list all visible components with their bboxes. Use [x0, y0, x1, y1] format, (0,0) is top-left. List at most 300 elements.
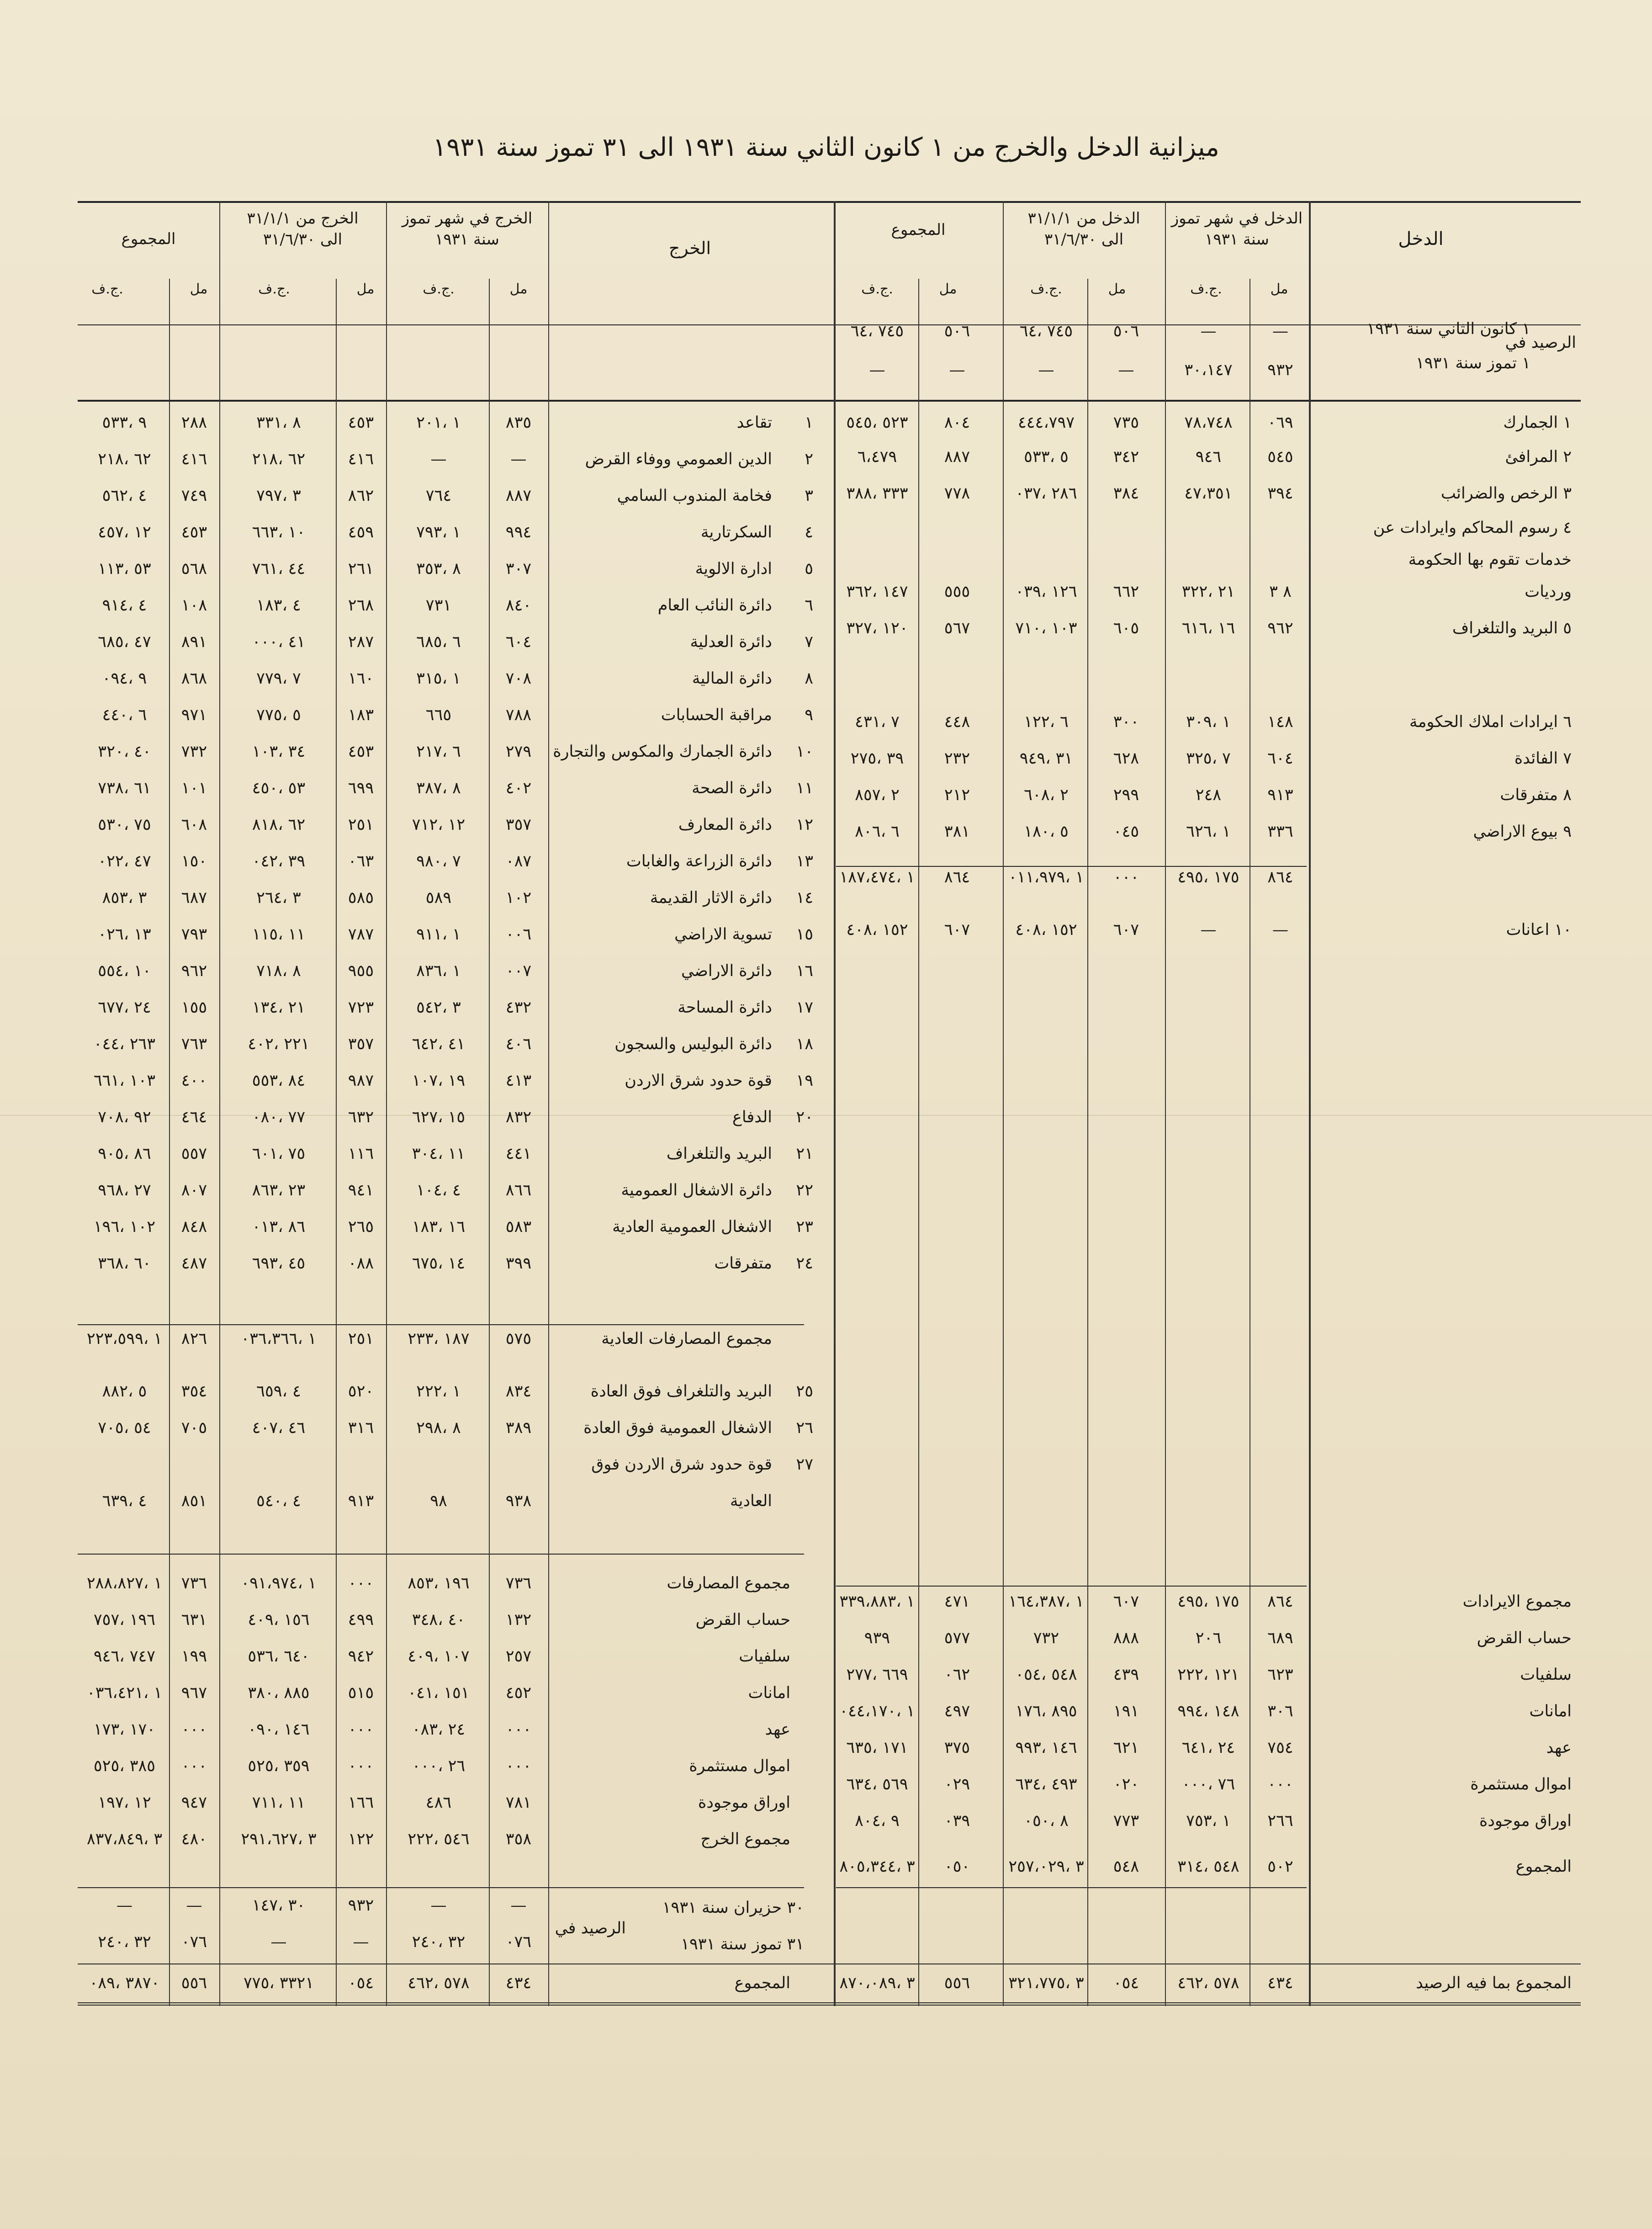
value-cell: ٣٩٤	[1267, 484, 1293, 503]
value-cell: ٢٣ ،٨٦٣	[252, 1181, 306, 1199]
value-cell: ٣٥٩ ،٥٢٥	[248, 1757, 310, 1775]
balance-value: —	[1272, 322, 1288, 340]
value-cell: ٥٣ ،٤٥٠	[252, 779, 306, 797]
expense-item: مراقبة الحسابات	[661, 706, 772, 724]
value-cell: ٣٨٩	[505, 1419, 532, 1437]
value-cell: ٣ ،٢٦٤	[256, 889, 301, 907]
value-cell: ٦٠٤	[1267, 749, 1293, 768]
value-cell: ٧٣٢	[1033, 1629, 1059, 1647]
header-line: الدخل في شهر تموز	[1171, 209, 1303, 228]
income-total-header: المجموع	[891, 221, 946, 239]
income-item: ١٠ اعانات	[1506, 921, 1572, 939]
value-cell: ٩٤١	[348, 1181, 374, 1199]
value-cell: ٢٥١	[348, 1330, 374, 1348]
value-cell: ١٣ ،٠٢٦	[98, 925, 151, 944]
value-cell: ٠٦٢	[944, 1666, 970, 1684]
value-cell: ٦٠ ،٣٦٨	[98, 1254, 151, 1273]
value-cell: ٦٠٨	[181, 816, 207, 834]
expense-item: البريد والتلغراف فوق العادة	[590, 1382, 772, 1401]
unit-jf: ج.ف.	[258, 281, 290, 297]
value-cell: ٣٥٤	[181, 1382, 207, 1401]
value-cell: ٥٧٨ ،٤٦٢	[1177, 1974, 1239, 1992]
value-cell: ٤٠٠	[181, 1072, 207, 1090]
value-cell: ١٠١	[181, 779, 207, 797]
income-summary-item: اوراق موجودة	[1479, 1812, 1572, 1830]
expense-item: الدين العمومي ووفاء القرض	[585, 450, 772, 468]
value-cell: ٩٦٢	[1267, 619, 1293, 637]
value-cell: ٧٨،٧٤٨	[1184, 414, 1233, 432]
value-cell: ٥٧٥	[505, 1330, 532, 1348]
value-cell: ٢٧٩	[505, 743, 532, 761]
value-cell: ٠٠٠	[1113, 868, 1139, 886]
balance-date: ١ كانون الثاني سنة ١٩٣١	[1366, 320, 1530, 338]
value-cell: ٨٤٠	[505, 596, 532, 615]
value-cell: ١٢ ،٧١٢	[412, 816, 466, 834]
value-cell: ١٦٠	[348, 669, 374, 688]
value-cell: ٩٤٧	[181, 1794, 207, 1812]
value-cell: ٣ ،٧٩٧	[256, 487, 301, 505]
header-line: الخرج من ٣١/١/١	[247, 209, 359, 228]
value-cell: ١ ،١٨٧،٤٧٤	[839, 868, 915, 886]
value-cell: ٦٢١	[1113, 1739, 1139, 1757]
income-item: ٥ البريد والتلغراف	[1452, 619, 1572, 637]
value-cell: ٣ ،٨٠٥،٣٤٤	[839, 1858, 915, 1876]
value-cell: ١٩٩	[181, 1647, 207, 1666]
value-cell: ٠٥٠	[944, 1858, 970, 1876]
value-cell: ٢٦٣ ،٠٤٤	[93, 1035, 156, 1053]
value-cell: ١١ ،٣٠٤	[412, 1145, 466, 1163]
value-cell: ١٢٠ ،٣٢٧	[846, 619, 908, 637]
value-cell: ٤٥٣	[181, 523, 207, 541]
value-cell: ٧٤٧ ،٩٤٦	[93, 1647, 156, 1666]
value-cell: ١ ،٠٩١،٩٧٤	[241, 1574, 317, 1592]
value-cell: ٤٠٢	[505, 779, 532, 797]
value-cell: ٩٣٨	[505, 1492, 532, 1510]
value-cell: ٣ ،٥٤٢	[416, 998, 461, 1017]
expense-item: دائرة الجمارك والمكوس والتجارة	[553, 743, 772, 761]
expense-summary-item: عهد	[765, 1720, 790, 1739]
expense-item-number: ١٩	[796, 1072, 813, 1090]
value-cell: ٢٣٢	[944, 749, 970, 768]
value-cell: ٤٧ ،٦٨٥	[98, 633, 151, 651]
value-cell: ٨ ،٢٩٨	[416, 1419, 461, 1437]
value-cell: ٣٤٢	[1113, 448, 1139, 466]
expense-summary-item: سلفيات	[739, 1647, 790, 1666]
value-cell: ٣٤ ،١٠٣	[252, 743, 306, 761]
value-cell: ٠٠٠	[505, 1720, 532, 1739]
value-cell: ٢٤٨	[1195, 786, 1222, 804]
value-cell: ١ ،٢٠١	[416, 414, 461, 432]
header-line: سنة ١٩٣١	[435, 230, 499, 249]
value-cell: ٢٦ ،٠٠٠	[412, 1757, 466, 1775]
value-cell: ٩٨	[430, 1492, 447, 1510]
expense-item-number: ١٤	[796, 889, 813, 907]
expense-item-number: ٤	[805, 523, 813, 541]
value-cell: ٨٣٥	[505, 414, 532, 432]
value-cell: ٦ ،٢١٧	[416, 743, 461, 761]
value-cell: ١٩٦ ،٧٥٧	[93, 1611, 156, 1629]
value-cell: ٨٨٧	[505, 487, 532, 505]
value-cell: ٨٣٢	[505, 1108, 532, 1126]
value-cell: ٠٠٠	[348, 1720, 374, 1739]
value-cell: ٣ ،٢٩١،٦٢٧	[241, 1830, 317, 1848]
value-cell: ٥٢٣ ،٥٤٥	[846, 414, 908, 432]
value-cell: ٤٩٩	[348, 1611, 374, 1629]
value-cell: ٧٧٣	[1113, 1812, 1139, 1830]
value-cell: ١ ،٦٢٦	[1186, 823, 1231, 841]
balance-value: —	[353, 1933, 369, 1951]
value-cell: ٤٨٧	[181, 1254, 207, 1273]
unit-mil: مل	[1108, 281, 1126, 297]
expense-item-number: ٢٧	[796, 1455, 813, 1474]
value-cell: ٩١٣	[1267, 786, 1293, 804]
value-cell: ١٤٦ ،٠٩٠	[248, 1720, 310, 1739]
value-cell: ٦ ،١٢٢	[1024, 713, 1069, 731]
value-cell: ٣٥٧	[505, 816, 532, 834]
expense-item-number: ٣	[805, 487, 813, 505]
value-cell: ٦٢ ،٢١٨	[252, 450, 306, 468]
value-cell: ١ ،٠١١،٩٧٩	[1008, 868, 1084, 886]
value-cell: ١٩٦ ،٨٥٣	[408, 1574, 470, 1592]
value-cell: ٤٦٤	[181, 1108, 207, 1126]
expense-item-number: ١٥	[796, 925, 813, 944]
expense-item: فخامة المندوب السامي	[617, 487, 772, 505]
value-cell: ٦٠٧	[944, 921, 970, 939]
expense-item-number: ١٦	[796, 962, 813, 980]
value-cell: ٥٤٨ ،٠٥٤	[1015, 1666, 1077, 1684]
value-cell: ٨٨٥ ،٣٨٠	[248, 1684, 310, 1702]
value-cell: ٥٨٣	[505, 1218, 532, 1236]
value-cell: ٧٣٥	[1113, 414, 1139, 432]
value-cell: ٤٧١	[944, 1592, 970, 1611]
expense-item: مجموع المصارفات العادية	[601, 1330, 772, 1348]
value-cell: ٨٩١	[181, 633, 207, 651]
value-cell: ٥ ،٧٧٥	[256, 706, 301, 724]
value-cell: ٢٨٦ ،٠٣٧	[1015, 484, 1077, 503]
value-cell: ٧٣٦	[505, 1574, 532, 1592]
value-cell: ٧٣١	[425, 596, 452, 615]
value-cell: ٨٦٤	[944, 868, 970, 886]
value-cell: ٩٣٩	[864, 1629, 890, 1647]
value-cell: ٥ ،٨٨٢	[102, 1382, 147, 1401]
value-cell: ٦٣١	[181, 1611, 207, 1629]
value-cell: ٨٠٧	[181, 1181, 207, 1199]
value-cell: ٤٩٧	[944, 1702, 970, 1720]
value-cell: ٢٨٧	[348, 633, 374, 651]
value-cell: ٨٦ ،٩٠٥	[98, 1145, 151, 1163]
value-cell: ١٠ ،٥٥٤	[98, 962, 151, 980]
value-cell: ٥٨٩	[425, 889, 452, 907]
expense-item-number: ٢١	[796, 1145, 813, 1163]
value-cell: ١ ،١٦٤،٣٨٧	[1008, 1592, 1084, 1611]
expense-item-number: ٢٢	[796, 1181, 813, 1199]
value-cell: ٧ ،٤٣١	[855, 713, 900, 731]
value-cell: ٤٥٣	[348, 743, 374, 761]
value-cell: ٣٩ ،٢٧٥	[850, 749, 904, 768]
value-cell: ٨٦٤	[1267, 868, 1293, 886]
expense-item-number: ٩	[805, 706, 813, 724]
unit-jf: ج.ف.	[91, 281, 123, 297]
value-cell: ٨٦٦	[505, 1181, 532, 1199]
value-cell: ٩٥٥	[348, 962, 374, 980]
value-cell: ٠٨٨	[348, 1254, 374, 1273]
value-cell: ٧٣٢	[181, 743, 207, 761]
value-cell: ٤٣٤	[1267, 1974, 1293, 1992]
income-item: ٣ الرخص والضرائب	[1440, 484, 1572, 503]
value-cell: ٦ ،٨٠٦	[855, 823, 900, 841]
value-cell: ٢٧ ،٩٦٨	[98, 1181, 151, 1199]
value-cell: ٤ ،٥٤٠	[256, 1492, 301, 1510]
balance-value: —	[116, 1896, 132, 1915]
expense-item: دائرة البوليس والسجون	[614, 1035, 772, 1053]
value-cell: ٥٥٥	[944, 583, 970, 601]
value-cell: ٠٦٣	[348, 852, 374, 870]
value-cell: ١ ،٨٣٦	[416, 962, 461, 980]
value-cell: ٥٧٧	[944, 1629, 970, 1647]
header-line: الى ٣١/٦/٣٠	[263, 230, 343, 249]
value-cell: ٢٥٧	[505, 1647, 532, 1666]
value-cell: ١٤٧ ،٣٦٢	[846, 583, 908, 601]
value-cell: ٣٧٥	[944, 1739, 970, 1757]
value-cell: ٠٥٤	[348, 1974, 374, 1992]
value-cell: ٠٢٩	[944, 1775, 970, 1794]
value-cell: ٤٠٦	[505, 1035, 532, 1053]
value-cell: ١١٦	[348, 1145, 374, 1163]
expense-item-number: ١٣	[796, 852, 813, 870]
expense-item-number: ٢٦	[796, 1419, 813, 1437]
value-cell: ٧٤٩	[181, 487, 207, 505]
value-cell: ١٥٢ ،٤٠٨	[846, 921, 908, 939]
value-cell: ٦٦٩ ،٢٧٧	[846, 1666, 908, 1684]
value-cell: ٣ ،٨٥٣	[102, 889, 147, 907]
value-cell: ٥٣ ،١١٣	[98, 560, 151, 578]
balance-value: ٩٣٢	[1267, 361, 1293, 379]
balance-value: —	[1038, 361, 1054, 379]
balance-value: —	[510, 1896, 527, 1915]
value-cell: ١٢٢	[348, 1830, 374, 1848]
value-cell: ٠٠٠	[1267, 1775, 1293, 1794]
value-cell: ٦٤٠ ،٥٣٦	[248, 1647, 310, 1666]
expense-item-number: ٨	[805, 669, 813, 688]
balance-value: —	[869, 361, 885, 379]
value-cell: ٩٦٧	[181, 1684, 207, 1702]
value-cell: ٩٢ ،٧٠٨	[98, 1108, 151, 1126]
balance-value: ٣٢ ،٢٤٠	[412, 1933, 466, 1951]
value-cell: ٥٦٧	[944, 619, 970, 637]
value-cell: ٢٦١	[348, 560, 374, 578]
value-cell: ٢٢١ ،٤٠٢	[248, 1035, 310, 1053]
value-cell: ٧٠٥	[181, 1419, 207, 1437]
income-item: خدمات تقوم بها الحكومة	[1408, 551, 1572, 569]
value-cell: ٧٧٨	[944, 484, 970, 503]
value-cell: ٠٦٩	[1267, 414, 1293, 432]
value-cell: ٨٣٤	[505, 1382, 532, 1401]
value-cell: ١٥٠	[181, 852, 207, 870]
value-cell: ٥٤ ،٧٠٥	[98, 1419, 151, 1437]
value-cell: ٥٦٩ ،٦٣٤	[846, 1775, 908, 1794]
balance-label: الرصيد في	[1505, 334, 1576, 352]
value-cell: ٨٠٤	[944, 414, 970, 432]
header-line: الى ٣١/٦/٣٠	[1044, 230, 1124, 249]
value-cell: ٤٣٤	[505, 1974, 532, 1992]
value-cell: ٣٨٥ ،٥٢٥	[93, 1757, 156, 1775]
value-cell: ١٢٦ ،٠٣٩	[1015, 583, 1077, 601]
value-cell: ٩ ،٨٠٤	[855, 1812, 900, 1830]
value-cell: ٠٥٤	[1113, 1974, 1139, 1992]
income-item: ٢ المرافئ	[1505, 448, 1572, 466]
value-cell: ٦٠٧	[1113, 1592, 1139, 1611]
value-cell: ٤١٣	[505, 1072, 532, 1090]
value-cell: ٣٨١	[944, 823, 970, 841]
value-cell: ١١ ،١١٥	[252, 925, 306, 944]
value-cell: ٥ ،١٨٠	[1024, 823, 1069, 841]
balance-date: ٣١ تموز سنة ١٩٣١	[681, 1935, 804, 1953]
value-cell: ١٥ ،٦٢٧	[412, 1108, 466, 1126]
value-cell: ٨ ٣	[1269, 583, 1292, 601]
value-cell: —	[430, 450, 447, 468]
value-cell: ٥ ،٥٣٣	[1024, 448, 1069, 466]
value-cell: ٨٩٥ ،١٧٦	[1015, 1702, 1077, 1720]
value-cell: ٧٥ ،٦٠١	[252, 1145, 306, 1163]
value-cell: ٤٨٠	[181, 1830, 207, 1848]
balance-value: ٥٠٦	[944, 322, 970, 340]
value-cell: ١١ ،٧١١	[252, 1794, 306, 1812]
expense-item: دائرة المساحة	[678, 998, 772, 1017]
value-cell: ٤ ،٥٦٢	[102, 487, 147, 505]
expense-item-number: ١٠	[796, 743, 813, 761]
value-cell: ١ ،٢٨٨،٨٢٧	[86, 1574, 163, 1592]
balance-label: الرصيد في	[555, 1919, 626, 1937]
value-cell: ١٠٣ ،٧١٠	[1015, 619, 1077, 637]
value-cell: ١ ،٠٤٤،١٧٠	[839, 1702, 915, 1720]
expense-summary-item: حساب القرض	[695, 1611, 790, 1629]
value-cell: ٥٤٥	[1267, 448, 1293, 466]
value-cell: ٤٤ ،٧٦١	[252, 560, 306, 578]
unit-jf: ج.ف.	[1190, 281, 1222, 297]
income-label-header: الدخل	[1398, 228, 1444, 249]
value-cell: ٦٠٤	[505, 633, 532, 651]
income-summary-item: مجموع الايرادات	[1462, 1592, 1572, 1611]
expense-item-number: ٢٥	[796, 1382, 813, 1401]
value-cell: ٢١٢	[944, 786, 970, 804]
value-cell: ١٤٨	[1267, 713, 1293, 731]
value-cell: —	[1272, 921, 1288, 939]
balance-value: —	[1200, 322, 1217, 340]
value-cell: ٦٢٨	[1113, 749, 1139, 768]
value-cell: ٤١ ،٦٤٢	[412, 1035, 466, 1053]
value-cell: ٤ ،٩١٤	[102, 596, 147, 615]
value-cell: ٨٦٤	[1267, 1592, 1293, 1611]
expense-item: قوة حدود شرق الاردن	[625, 1072, 772, 1090]
value-cell: ٤٨٦	[425, 1794, 452, 1812]
value-cell: ٦٣٢	[348, 1108, 374, 1126]
balance-value: ٩٣٢	[348, 1896, 374, 1915]
value-cell: ٤٠ ،٣٢٠	[98, 743, 151, 761]
value-cell: ١٧٥ ،٤٩٥	[1177, 1592, 1239, 1611]
value-cell: ٨ ،٧١٨	[256, 962, 301, 980]
value-cell: ٥٥٦	[944, 1974, 970, 1992]
value-cell: ٣٨٧٠ ،٠٨٩	[89, 1974, 160, 1992]
value-cell: ٦٢ ،٨١٨	[252, 816, 306, 834]
value-cell: ١ ،٣٣٩،٨٨٣	[839, 1592, 915, 1611]
value-cell: ٠٠٠	[348, 1757, 374, 1775]
value-cell: ١٤٦ ،٩٩٣	[1015, 1739, 1077, 1757]
expense-item: تقاعد	[736, 414, 772, 432]
value-cell: ٨٦٨	[181, 669, 207, 688]
value-cell: ٤٠ ،٣٤٨	[412, 1611, 466, 1629]
value-cell: ٢٤ ،٦٧٧	[98, 998, 151, 1017]
value-cell: ٤ ،١٨٣	[256, 596, 301, 615]
value-cell: ١٧٠ ،١٧٣	[93, 1720, 156, 1739]
value-cell: ٨٦٢	[348, 487, 374, 505]
value-cell: ٧٥ ،٥٣٠	[98, 816, 151, 834]
balance-value: ٠٧٦	[505, 1933, 532, 1951]
income-summary-item: سلفيات	[1520, 1666, 1572, 1684]
value-cell: ٢٦٥	[348, 1218, 374, 1236]
value-cell: ١ ،٩١١	[416, 925, 461, 944]
value-cell: ٢ ،٦٠٨	[1024, 786, 1069, 804]
value-cell: ٥٥٧	[181, 1145, 207, 1163]
income-item: ٨ متفرقات	[1500, 786, 1572, 804]
balance-value: —	[949, 361, 965, 379]
expense-item-number: ٦	[805, 596, 813, 615]
value-cell: ٧٦٣	[181, 1035, 207, 1053]
balance-date: ٣٠ حزيران سنة ١٩٣١	[662, 1899, 804, 1917]
value-cell: ١ ،٢٢٣،٥٩٩	[86, 1330, 163, 1348]
income-summary-item: المجموع	[1515, 1858, 1572, 1876]
value-cell: ٧٦٤	[425, 487, 452, 505]
value-cell: ٤٣٩	[1113, 1666, 1139, 1684]
value-cell: ٥٤٨ ،٣١٤	[1177, 1858, 1239, 1876]
unit-mil: مل	[1270, 281, 1288, 297]
value-cell: ٣٠٧	[505, 560, 532, 578]
value-cell: ١ ،٣٠٩	[1186, 713, 1231, 731]
value-cell: ٨ ،٣٣١	[256, 414, 301, 432]
income-item: ٤ رسوم المحاكم وايرادات عن	[1373, 519, 1572, 537]
expense-summary-item: اوراق موجودة	[698, 1794, 790, 1812]
value-cell: ١٠٧ ،٤٠٩	[408, 1647, 470, 1666]
value-cell: ٢٤ ،٦٤١	[1181, 1739, 1235, 1757]
value-cell: ٥٤٦ ،٢٢٢	[408, 1830, 470, 1848]
value-cell: ١٠٨	[181, 596, 207, 615]
value-cell: ١٢ ،٤٥٧	[98, 523, 151, 541]
value-cell: ٢٤ ،٠٨٣	[412, 1720, 466, 1739]
value-cell: ٩٦٢	[181, 962, 207, 980]
value-cell: ٩٤٢	[348, 1647, 374, 1666]
value-cell: ٢١ ،١٣٤	[252, 998, 306, 1017]
value-cell: ٦٦٥	[425, 706, 452, 724]
value-cell: ٣٩٩	[505, 1254, 532, 1273]
unit-jf: ج.ف.	[861, 281, 893, 297]
value-cell: ٤١ ،٠٠٠	[252, 633, 306, 651]
income-summary-item: عهد	[1546, 1739, 1572, 1757]
income-item: ٦ ايرادات املاك الحكومة	[1409, 713, 1572, 731]
expense-grand-total-label: المجموع	[734, 1974, 790, 1992]
value-cell: ١٧٥ ،٤٩٥	[1177, 868, 1239, 886]
value-cell: ٣٠٦	[1267, 1702, 1293, 1720]
value-cell: ١ ،٢٢٢	[416, 1382, 461, 1401]
value-cell: ١ ،٧٥٣	[1186, 1812, 1231, 1830]
expense-summary-item: مجموع الخرج	[700, 1830, 790, 1848]
value-cell: ٣ ،٨٧٠،٠٨٩	[839, 1974, 915, 1992]
value-cell: —	[510, 450, 527, 468]
value-cell: ٦٠٥	[1113, 619, 1139, 637]
value-cell: ٨٨٨	[1113, 1629, 1139, 1647]
value-cell: ٠٠٠	[505, 1757, 532, 1775]
value-cell: ٤٧ ،٠٢٢	[98, 852, 151, 870]
expense-item: العادية	[730, 1492, 772, 1510]
expense-item-number: ١١	[796, 779, 813, 797]
